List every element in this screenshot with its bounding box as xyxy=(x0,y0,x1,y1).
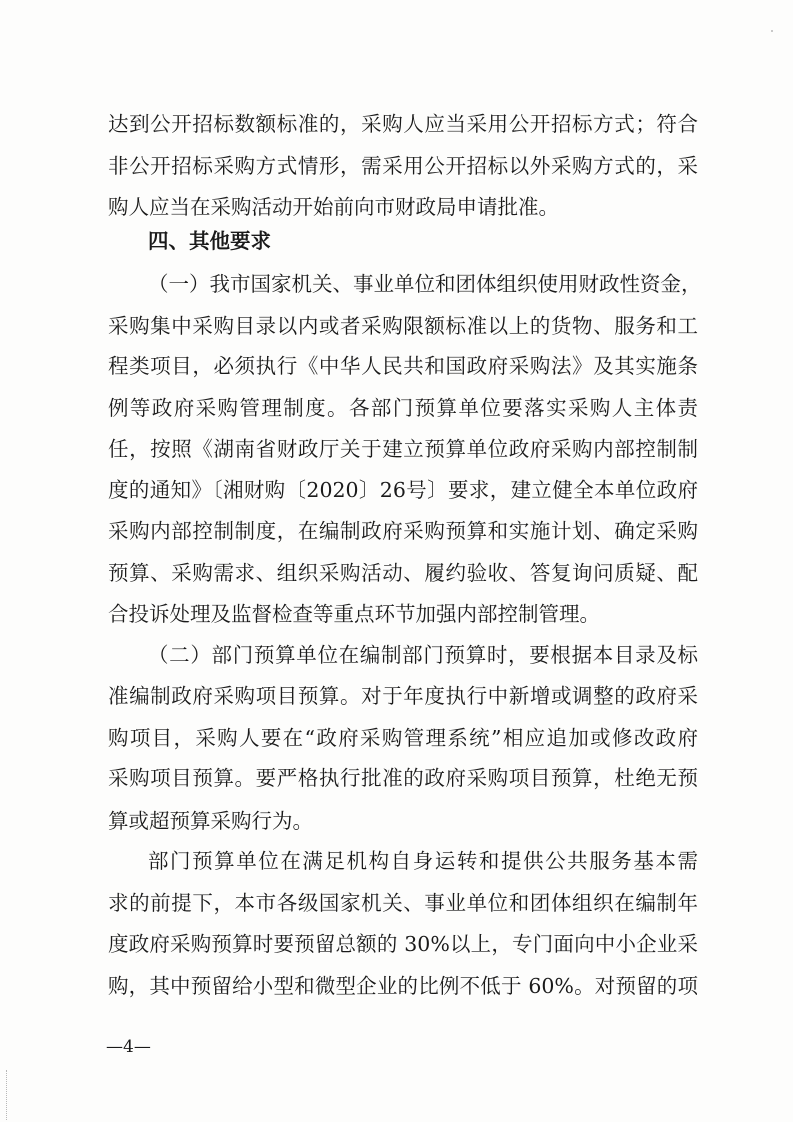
body-text-line: 程类项目，必须执行《中华人民共和国政府采购法》及其实施条 xyxy=(108,354,698,378)
page-number: —4— xyxy=(106,1037,151,1057)
body-text-line: 采购项目预算。要严格执行批准的政府采购项目预算，杜绝无预 xyxy=(108,766,698,790)
body-text-line: 购项目，采购人要在“政府采购管理系统”相应追加或修改政府 xyxy=(108,726,698,750)
body-text-line: （一）我市国家机关、事业单位和团体组织使用财政性资金， xyxy=(148,272,702,296)
body-text-line: 采购集中采购目录以内或者采购限额标准以上的货物、服务和工 xyxy=(108,314,698,338)
body-text-line: 求的前提下，本市各级国家机关、事业单位和团体组织在编制年 xyxy=(108,891,698,915)
body-text-line: 例等政府采购管理制度。各部门预算单位要落实采购人主体责 xyxy=(108,396,698,420)
body-text-line: 任，按照《湖南省财政厅关于建立预算单位政府采购内部控制制 xyxy=(108,437,698,461)
body-text-line: 采购内部控制制度，在编制政府采购预算和实施计划、确定采购 xyxy=(108,519,698,543)
body-text-line: 购人应当在采购活动开始前向市财政局申请批准。 xyxy=(108,195,559,219)
body-text-line: 准编制政府采购项目预算。对于年度执行中新增或调整的政府采 xyxy=(108,684,698,708)
body-text-line: 非公开招标采购方式情形，需采用公开招标以外采购方式的，采 xyxy=(108,154,698,178)
scan-speck xyxy=(771,30,773,32)
body-text-line: 度政府采购预算时要预留总额的 30%以上，专门面向中小企业采 xyxy=(108,932,698,956)
body-text-line: 度的通知》〔湘财购〔2020〕26号〕要求，建立健全本单位政府 xyxy=(108,478,698,502)
body-text-line: 合投诉处理及监督检查等重点环节加强内部控制管理。 xyxy=(108,602,600,626)
body-text-line: （二）部门预算单位在编制部门预算时，要根据本目录及标 xyxy=(148,643,698,667)
body-text-line: 预算、采购需求、组织采购活动、履约验收、答复询问质疑、配 xyxy=(108,561,698,585)
body-text-line: 达到公开招标数额标准的，采购人应当采用公开招标方式；符合 xyxy=(108,112,698,136)
body-text-line: 部门预算单位在满足机构自身运转和提供公共服务基本需 xyxy=(148,849,698,873)
body-text-line: 购，其中预留给小型和微型企业的比例不低于 60%。对预留的项 xyxy=(108,974,698,998)
section-heading: 四、其他要求 xyxy=(148,229,271,253)
binding-margin-marks xyxy=(6,1070,11,1120)
body-text-line: 算或超预算采购行为。 xyxy=(108,809,313,833)
